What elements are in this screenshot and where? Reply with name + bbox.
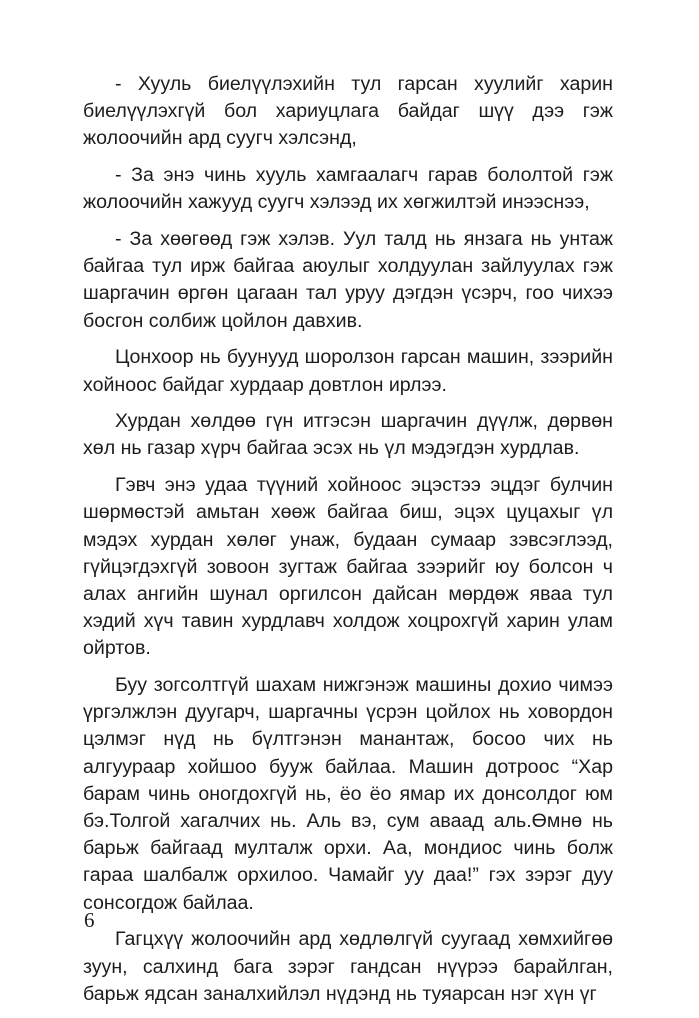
paragraph-2: - За энэ чинь хууль хамгаалагч гарав бололтой гэж жолоочийн хажууд суугч хэлээд их хөгжилтэй инээснээ, bbox=[83, 164, 613, 214]
page-number: 6 bbox=[84, 908, 95, 932]
body-text bbox=[83, 71, 613, 1018]
paragraph-5: Хурдан хөлдөө гүн итгэсэн шаргачин дүүлж, дөрвөн хөл нь газар хүрч байгаа эсэх нь үл мэдэгдэн хурдлав. bbox=[83, 410, 613, 460]
paragraph-4: Цонхоор нь буунууд шоролзон гарсан машин, зээрийн хойноос байдаг хурдаар довтлон ирлээ. bbox=[83, 346, 613, 396]
paragraph-6: Гэвч энэ удаа түүний хойноос эцэстээ эцдэг булчин шөрмөстэй амьтан хөөж байгаа биш, эцэх цуцахыг үл мэдэх хурдан хөлөг унаж, будаан сумаар зэвсэглээд, гүйцэгдэхгүй зовоон зугтаж байгаа зээрийг юу болсон ч алах ангийн шунал оргилсон дайсан мөрдөж яваа тул хэдий хүч тавин хурдлавч холдож хоцрохгүй харин улам ойртов. bbox=[83, 474, 613, 660]
paragraph-1: - Хууль биелүүлэхийн тул гарсан хуулийг харин биелүүлэхгүй бол хариуцлага байдаг шүү дээ гэж жолоочийн ард суугч хэлсэнд, bbox=[83, 73, 613, 150]
paragraph-3: - За хөөгөөд гэж хэлэв. Уул талд нь янзага нь унтаж байгаа тул ирж байгаа аюулыг холдуулан зайлуулах гэж шаргачин өргөн цагаан тал уруу дэгдэн үсэрч, гоо чихээ босгон солбиж цойлон давхив. bbox=[83, 228, 613, 332]
paragraph-8: Гагцхүү жолоочийн ард хөдлөлгүй суугаад хөмхийгөө зуун, салхинд бага зэрэг гандсан нүүрээ барайлган, барьж ядсан заналхийлэл нүдэнд нь туяарсан нэг хүн үг bbox=[83, 928, 613, 1005]
paragraph-7: Буу зогсолтгүй шахам нижгэнэж машины дохио чимээ үргэлжлэн дуугарч, шаргачны үсрэн цойлох нь ховордон цэлмэг нүд нь бүлтгэнэн манантаж, босоо чих нь алгуураар хойшоо бууж байлаа. Машин дотроос “Хар барам чинь оногдохгүй нь, ёо ёо ямар их донсолдог юм бэ.Толгой хагалчих нь. Аль вэ, сум аваад аль.Өмнө нь барьж байгаад мулталж орхи. Аа, мондиос чинь болж гараа шалбалж орхилоо. Чамайг уу даа!” гэх зэрэг дуу сонсогдож байлаа. bbox=[83, 674, 613, 914]
